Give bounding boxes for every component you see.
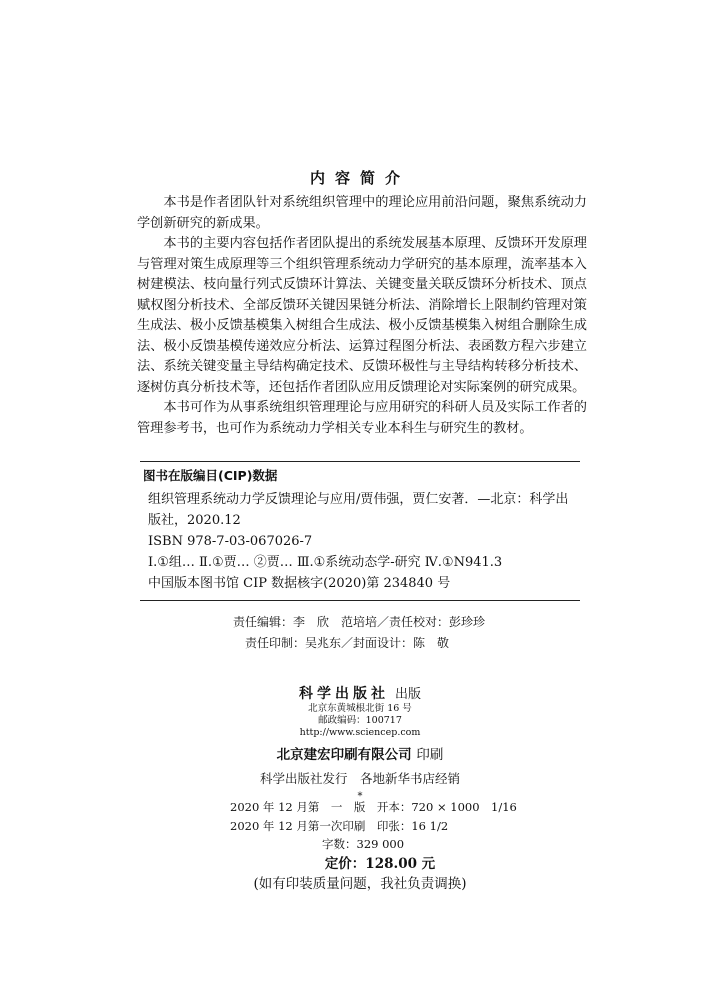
summary-paragraph-3: 本书可作为从事系统组织管理理论与应用研究的科研人员及实际工作者的管理参考书，也可作为系统动力学相关专业本科生与研究生的教材。 xyxy=(137,400,587,436)
summary-body xyxy=(137,193,587,439)
word-count: 字数：329 000 xyxy=(322,837,405,851)
cip-heading: 图书在版编目(CIP)数据 xyxy=(143,468,278,483)
edition-row-1: 2020 年 12 月第 一 版 开本：720 × 1000 1/16 xyxy=(230,800,517,814)
credits-printing: 责任印制：吴兆东／封面设计：陈 敬 xyxy=(245,636,450,650)
publisher-website: http://www.sciencep.com xyxy=(299,727,421,738)
summary-paragraph-1: 本书是作者团队针对系统组织管理中的理论应用前沿问题，聚焦系统动力学创新研究的新成果。 xyxy=(137,195,587,231)
publisher-address: 北京东黄城根北街 16 号 xyxy=(308,703,412,714)
cip-classification: Ⅰ.①组… Ⅱ.①贾… ②贾… Ⅲ.①系统动态学-研究 Ⅳ.①N941.3 xyxy=(148,555,503,570)
separator-star: * xyxy=(357,791,363,802)
printer-name: 北京建宏印刷有限公司 xyxy=(276,747,412,763)
publisher-block xyxy=(0,683,720,802)
cip-data xyxy=(148,489,578,594)
publisher-postcode: 邮政编码：100717 xyxy=(318,715,402,726)
cip-number: 中国版本图书馆 CIP 数据核字(2020)第 234840 号 xyxy=(148,576,451,591)
publisher-suffix: 出版 xyxy=(394,687,421,702)
publisher-line xyxy=(0,683,720,703)
cip-title-line: 组织管理系统动力学反馈理论与应用/贾伟强，贾仁安著．—北京：科学出版社，2020.12 xyxy=(148,492,569,528)
cip-isbn: ISBN 978-7-03-067026-7 xyxy=(148,534,313,549)
publisher-name: 科学出版社 xyxy=(298,686,389,702)
edition-row-2: 2020 年 12 月第一次印刷 印张：16 1/2 xyxy=(230,819,449,833)
summary-title: 内容简介 xyxy=(309,169,410,187)
distribution: 科学出版社发行 各地新华书店经销 xyxy=(259,771,460,786)
printer-line xyxy=(0,743,720,763)
credits-editors: 责任编辑：李 欣 范培培／责任校对：彭珍珍 xyxy=(233,615,486,629)
summary-paragraph-2: 本书的主要内容包括作者团队提出的系统发展基本原理、反馈环开发原理与管理对策生成原理等三个组织管理系统动力学研究的基本原理，流率基本入树建模法、枝向量行列式反馈环计算法、关键变量关联反馈环分析技术、顶点赋权图分析技术、全部反馈环关键因果链分析法、消除增长上限制约管理对策生成法、极小反馈基模集入树组合生成法、极小反馈基模集入树组合删除生成法、极小反馈基模传递效应分析法、运算过程图分析法、表函数方程六步建立法、系统关键变量主导结构确定技术、反馈环极性与主导结构转移分析技术、逐树仿真分析技术等，还包括作者团队应用反馈理论对实际案例的研究成果。 xyxy=(137,236,587,395)
price: 定价：128.00 元 xyxy=(324,856,436,872)
printer-suffix: 印刷 xyxy=(416,747,444,763)
quality-notice: (如有印装质量问题，我社负责调换) xyxy=(253,876,467,892)
edition-info xyxy=(230,798,517,836)
